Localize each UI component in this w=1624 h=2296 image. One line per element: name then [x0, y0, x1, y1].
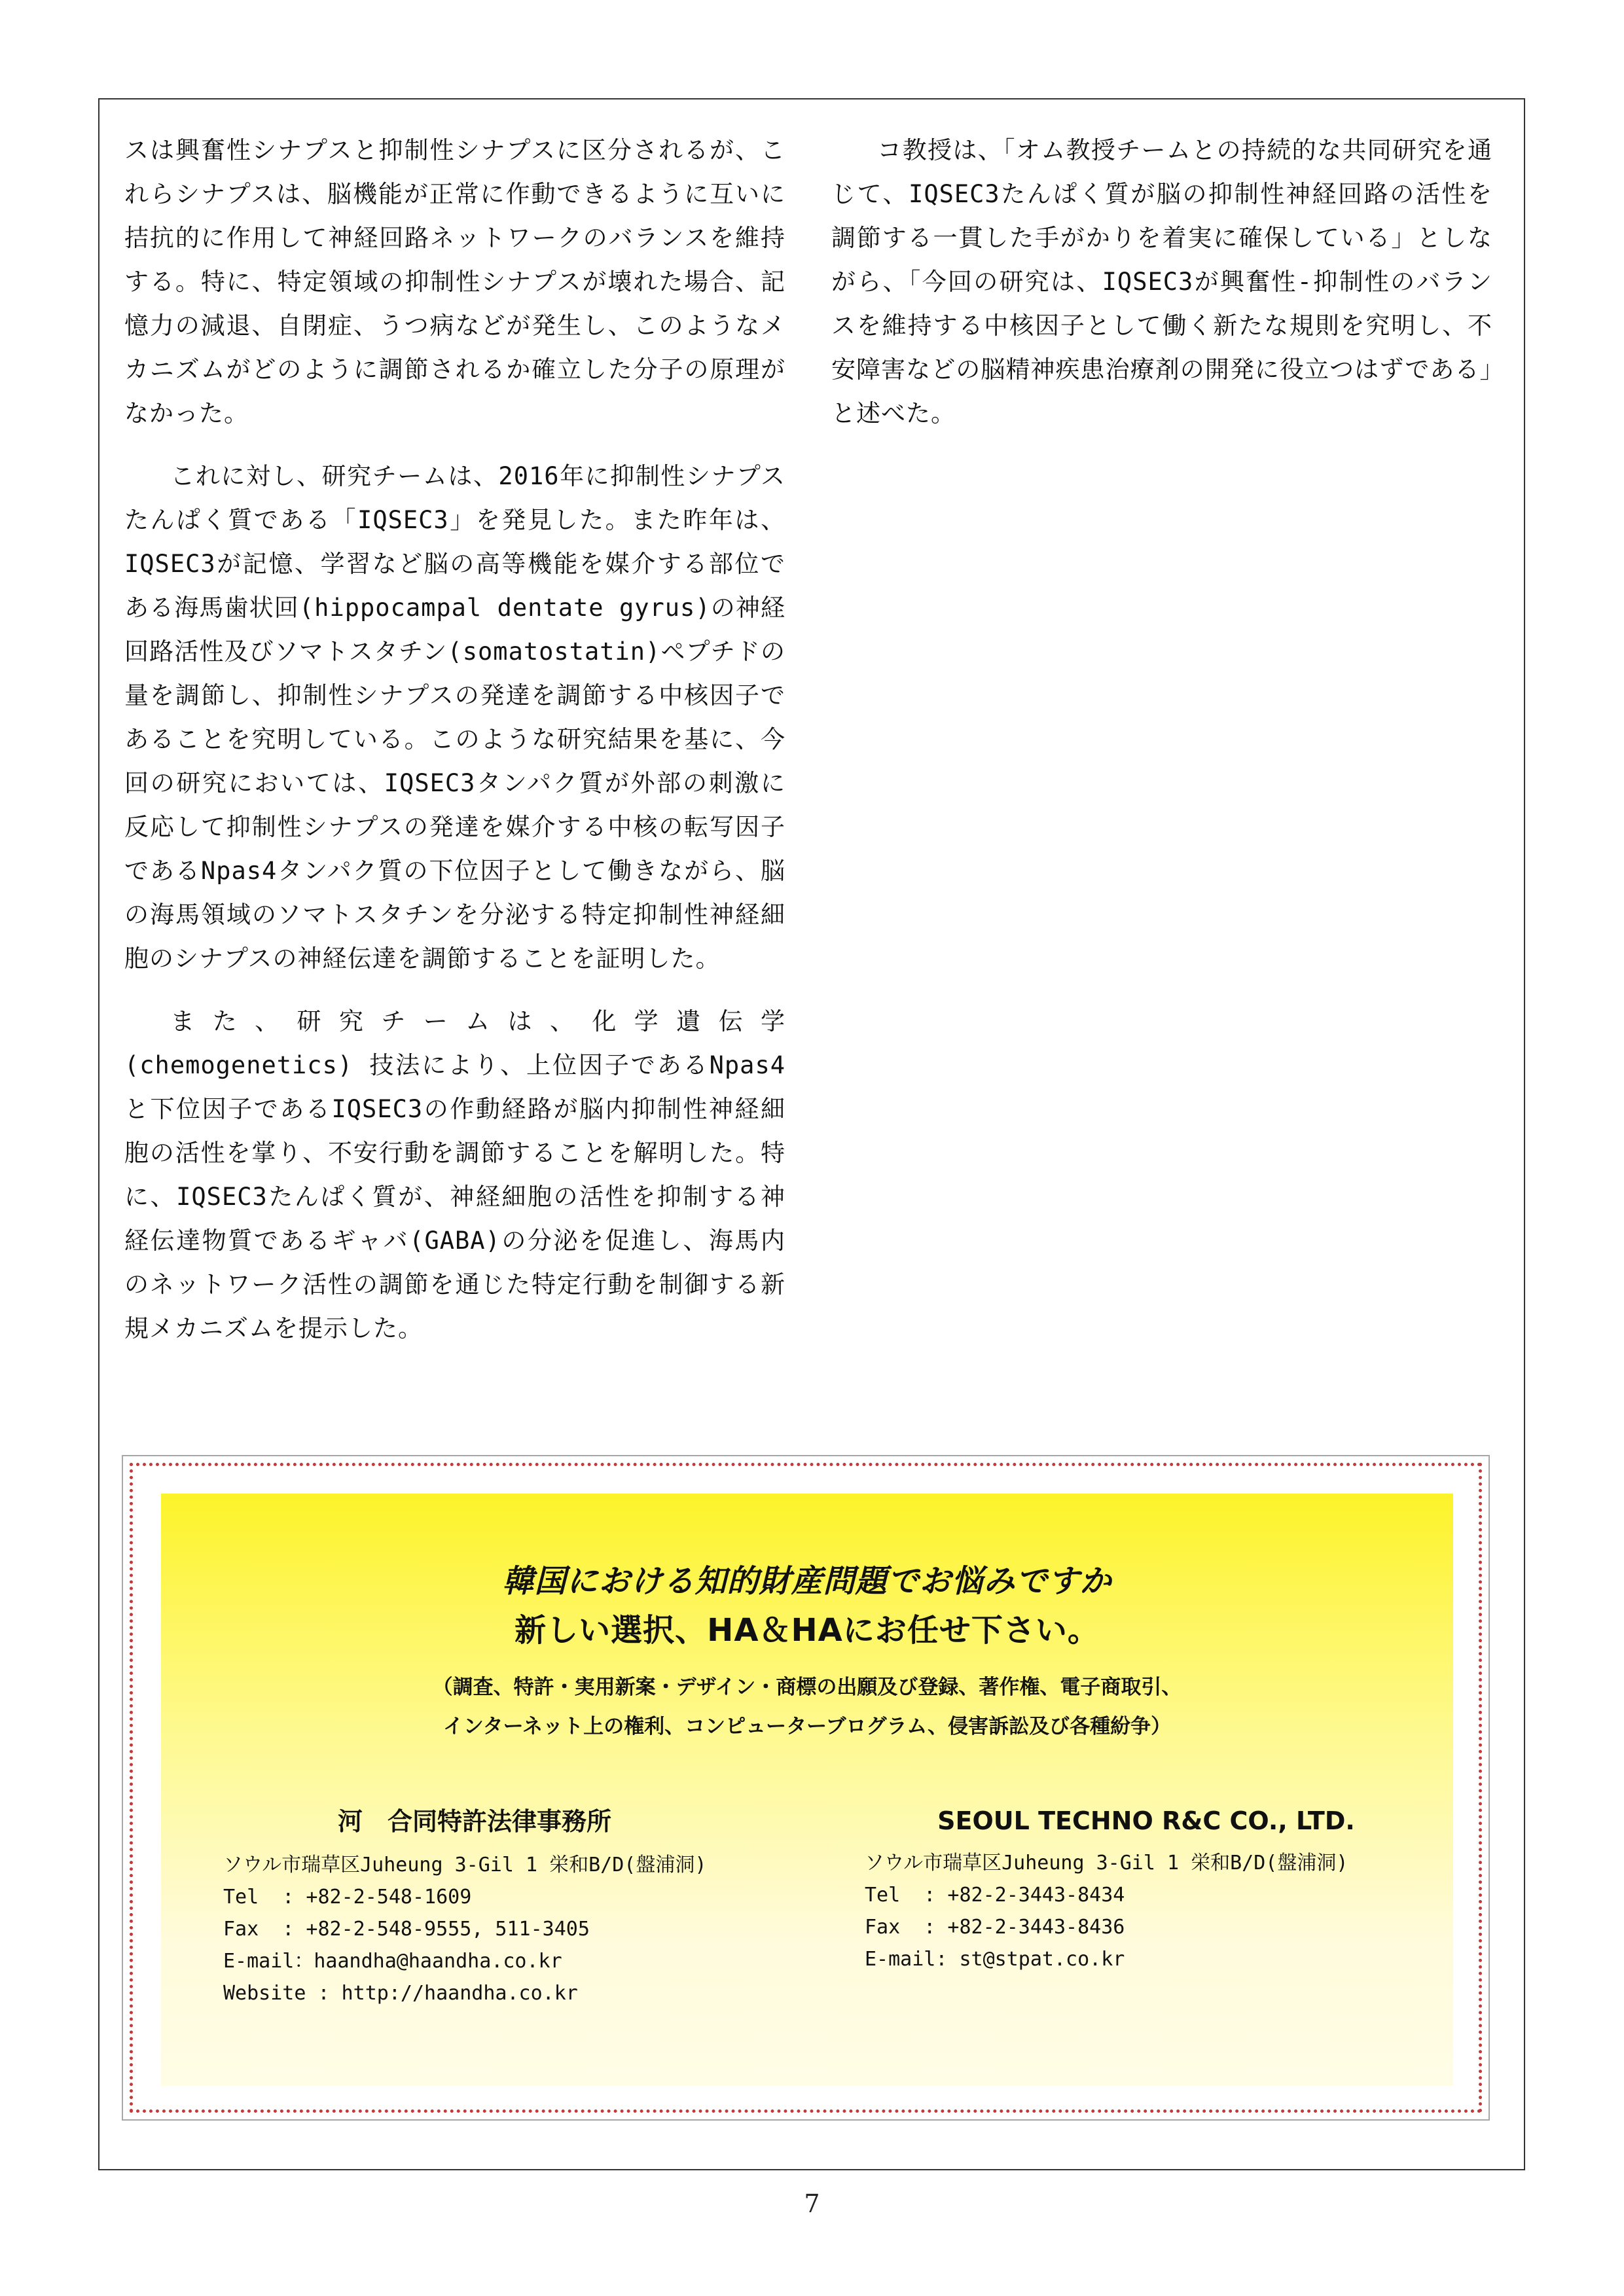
company-address: ソウル市瑞草区Juheung 3-Gil 1 栄和B/D(盤浦洞) — [223, 1854, 707, 1876]
article-paragraph: また、研究チームは、化学遺伝学 (chemogenetics) 技法により、上位因子であるNpas4と下位因子であるIQSEC3の作動経路が脳内抑制性神経細胞の活性を掌り、不安行動を調節することを解明した。特に、IQSEC3たんぱく質が、神経細胞の活性を抑制する神経伝達物質であるギャバ(GABA)の分泌を促進し、海馬内のネットワーク活性の調節を通じた特定行動を制御する新規メカニズムを提示した。 — [124, 1007, 785, 1342]
article-paragraph: コ教授は、「オム教授チームとの持続的な共同研究を通じて、IQSEC3たんぱく質が脳の抑制性神経回路の活性を調節する一貫した手がかりを着実に確保している」としながら、「今回の研究は、IQSEC3が興奮性-抑制性のバランスを維持する中核因子として働く新たな規則を究明し、不安障害などの脳精神疾患治療剤の開発に役立つはずである」と述べた。 — [831, 136, 1492, 427]
company-name: 河 合同特許法律事務所 — [338, 1807, 612, 1836]
article-right-column — [831, 128, 1492, 454]
company-address: ソウル市瑞草区Juheung 3-Gil 1 栄和B/D(盤浦洞) — [865, 1852, 1348, 1874]
company-name: SEOUL TECHNO R&C CO., LTD. — [937, 1806, 1355, 1835]
advertisement-box — [122, 1455, 1490, 2121]
article-left-column — [124, 128, 785, 1369]
article-paragraph: これに対し、研究チームは、2016年に抑制性シナプスたんぱく質である「IQSEC3」を発見した。また昨年は、IQSEC3が記憶、学習など脳の高等機能を媒介する部位である海馬歯状回(hippocampal dentate gyrus)の神経回路活性及びソマトスタチン(somatostatin)ペプチドの量を調節し、抑制性シナプスの発達を調節する中核因子であることを究明している。このような研究結果を基に、今回の研究においては、IQSEC3タンパク質が外部の刺激に反応して抑制性シナプスの発達を媒介する中核の転写因子であるNpas4タンパク質の下位因子として働きながら、脳の海馬領域のソマトスタチンを分泌する特定抑制性神経細胞のシナプスの神経伝達を調節することを証明した。 — [124, 462, 785, 973]
company-tel: Tel : +82-2-548-1609 — [223, 1886, 472, 1909]
ad-headline: 韓国における知的財産問題でお悩みですか — [502, 1563, 1112, 1600]
ad-services-line: インターネット上の権利、コンピューターブログラム、侵害訴訟及び各種紛争） — [442, 1715, 1172, 1738]
company-block-haandha — [223, 1801, 812, 2009]
company-email[interactable]: E-mail：haandha@haandha.co.kr — [223, 1950, 562, 1973]
advertisement-panel — [161, 1494, 1453, 2086]
company-fax: Fax : +82-2-3443-8436 — [865, 1916, 1125, 1939]
company-email[interactable]: E-mail: st@stpat.co.kr — [865, 1948, 1125, 1971]
company-fax: Fax : +82-2-548-9555, 511-3405 — [223, 1918, 590, 1941]
article-paragraph: スは興奮性シナプスと抑制性シナプスに区分されるが、これらシナプスは、脳機能が正常に作動できるように互いに拮抗的に作用して神経回路ネットワークのバランスを維持する。特に、特定領域の抑制性シナプスが壊れた場合、記憶力の減退、自閉症、うつ病などが発生し、このようなメカニズムがどのように調節されるか確立した分子の原理がなかった。 — [124, 136, 785, 427]
company-block-seoul-techno — [865, 1801, 1428, 1975]
ad-subheadline: 新しい選択、HA＆HAにお任せ下さい。 — [514, 1612, 1100, 1649]
ad-services-line: （調査、特許・実用新案・デザイン・商標の出願及び登録、著作権、電子商取引、 — [432, 1676, 1182, 1699]
page-number: 7 — [804, 2189, 820, 2218]
company-website[interactable]: Website : http://haandha.co.kr — [223, 1982, 578, 2005]
company-tel: Tel : +82-2-3443-8434 — [865, 1884, 1125, 1907]
